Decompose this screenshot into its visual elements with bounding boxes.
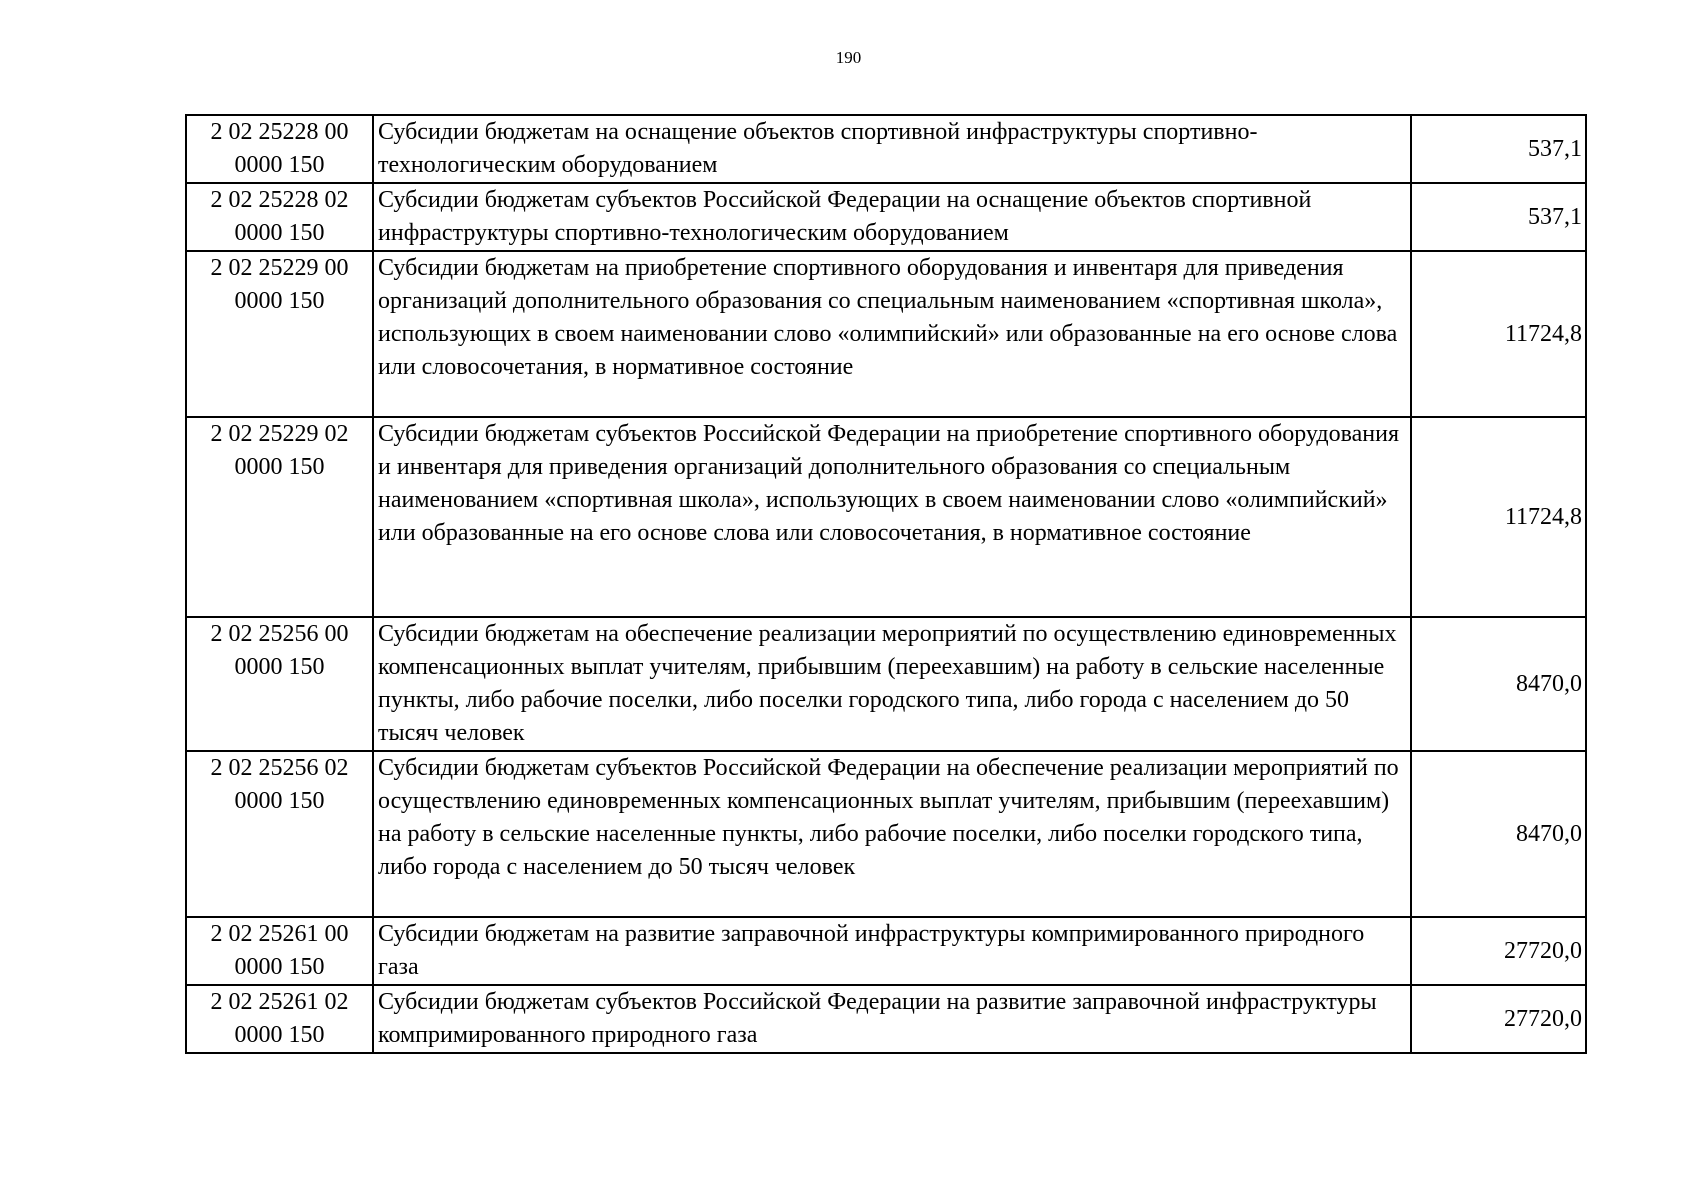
description-cell: Субсидии бюджетам на оснащение объектов спортивной инфраструктуры спортивно-технологическим оборудованием (373, 115, 1411, 183)
budget-code-line-1: 2 02 25261 02 (210, 989, 349, 1015)
amount-cell: 11724,8 (1411, 251, 1586, 417)
table-row (186, 183, 1586, 251)
amount-cell: 537,1 (1411, 115, 1586, 183)
budget-code-cell (186, 917, 373, 985)
table-row (186, 417, 1586, 617)
table-row (186, 985, 1586, 1053)
amount-cell: 27720,0 (1411, 917, 1586, 985)
table-row (186, 617, 1586, 751)
description-cell: Субсидии бюджетам субъектов Российской Федерации на развитие заправочной инфраструктуры компримированного природного газа (373, 985, 1411, 1053)
budget-code-line-2: 0000 150 (234, 220, 325, 246)
description-cell: Субсидии бюджетам субъектов Российской Федерации на приобретение спортивного оборудования и инвентаря для приведения организаций дополнительного образования со специальным наименованием «спортивная школа», использующих в своем наименовании слово «олимпийский» или образованные на его основе слова или словосочетания, в нормативное состояние (373, 417, 1411, 617)
budget-code-line-2: 0000 150 (234, 954, 325, 980)
budget-code-line-1: 2 02 25229 00 (210, 255, 349, 281)
budget-code-line-1: 2 02 25256 02 (210, 755, 349, 781)
budget-code-cell (186, 985, 373, 1053)
amount-cell: 8470,0 (1411, 751, 1586, 917)
budget-code-line-2: 0000 150 (234, 788, 325, 814)
budget-code-line-2: 0000 150 (234, 152, 325, 178)
budget-code-line-1: 2 02 25229 02 (210, 421, 349, 447)
description-cell: Субсидии бюджетам на обеспечение реализации мероприятий по осуществлению единовременных компенсационных выплат учителям, прибывшим (переехавшим) на работу в сельские населенные пункты, либо рабочие поселки, либо поселки городского типа, либо города с населением до 50 тысяч человек (373, 617, 1411, 751)
amount-cell: 537,1 (1411, 183, 1586, 251)
description-cell: Субсидии бюджетам на приобретение спортивного оборудования и инвентаря для приведения организаций дополнительного образования со специальным наименованием «спортивная школа», использующих в своем наименовании слово «олимпийский» или образованные на его основе слова или словосочетания, в нормативное состояние (373, 251, 1411, 417)
budget-code-cell (186, 115, 373, 183)
budget-code-cell (186, 417, 373, 617)
description-cell: Субсидии бюджетам субъектов Российской Федерации на оснащение объектов спортивной инфраструктуры спортивно-технологическим оборудованием (373, 183, 1411, 251)
amount-cell: 11724,8 (1411, 417, 1586, 617)
amount-cell: 8470,0 (1411, 617, 1586, 751)
budget-code-line-1: 2 02 25228 00 (210, 119, 349, 145)
table-row (186, 251, 1586, 417)
budget-code-line-2: 0000 150 (234, 288, 325, 314)
table-row (186, 751, 1586, 917)
budget-code-cell (186, 183, 373, 251)
budget-code-line-1: 2 02 25228 02 (210, 187, 349, 213)
budget-code-cell (186, 617, 373, 751)
budget-revenue-table (185, 114, 1587, 1054)
budget-code-cell (186, 751, 373, 917)
budget-code-line-2: 0000 150 (234, 1022, 325, 1048)
budget-code-line-1: 2 02 25261 00 (210, 921, 349, 947)
page-number: 190 (835, 48, 862, 67)
budget-code-cell (186, 251, 373, 417)
table-row (186, 917, 1586, 985)
amount-cell: 27720,0 (1411, 985, 1586, 1053)
description-cell: Субсидии бюджетам субъектов Российской Федерации на обеспечение реализации мероприятий по осуществлению единовременных компенсационных выплат учителям, прибывшим (переехавшим) на работу в сельские населенные пункты, либо рабочие поселки, либо поселки городского типа, либо города с населением до 50 тысяч человек (373, 751, 1411, 917)
budget-code-line-2: 0000 150 (234, 454, 325, 480)
budget-code-line-2: 0000 150 (234, 654, 325, 680)
budget-code-line-1: 2 02 25256 00 (210, 621, 349, 647)
description-cell: Субсидии бюджетам на развитие заправочной инфраструктуры компримированного природного газа (373, 917, 1411, 985)
table-row (186, 115, 1586, 183)
